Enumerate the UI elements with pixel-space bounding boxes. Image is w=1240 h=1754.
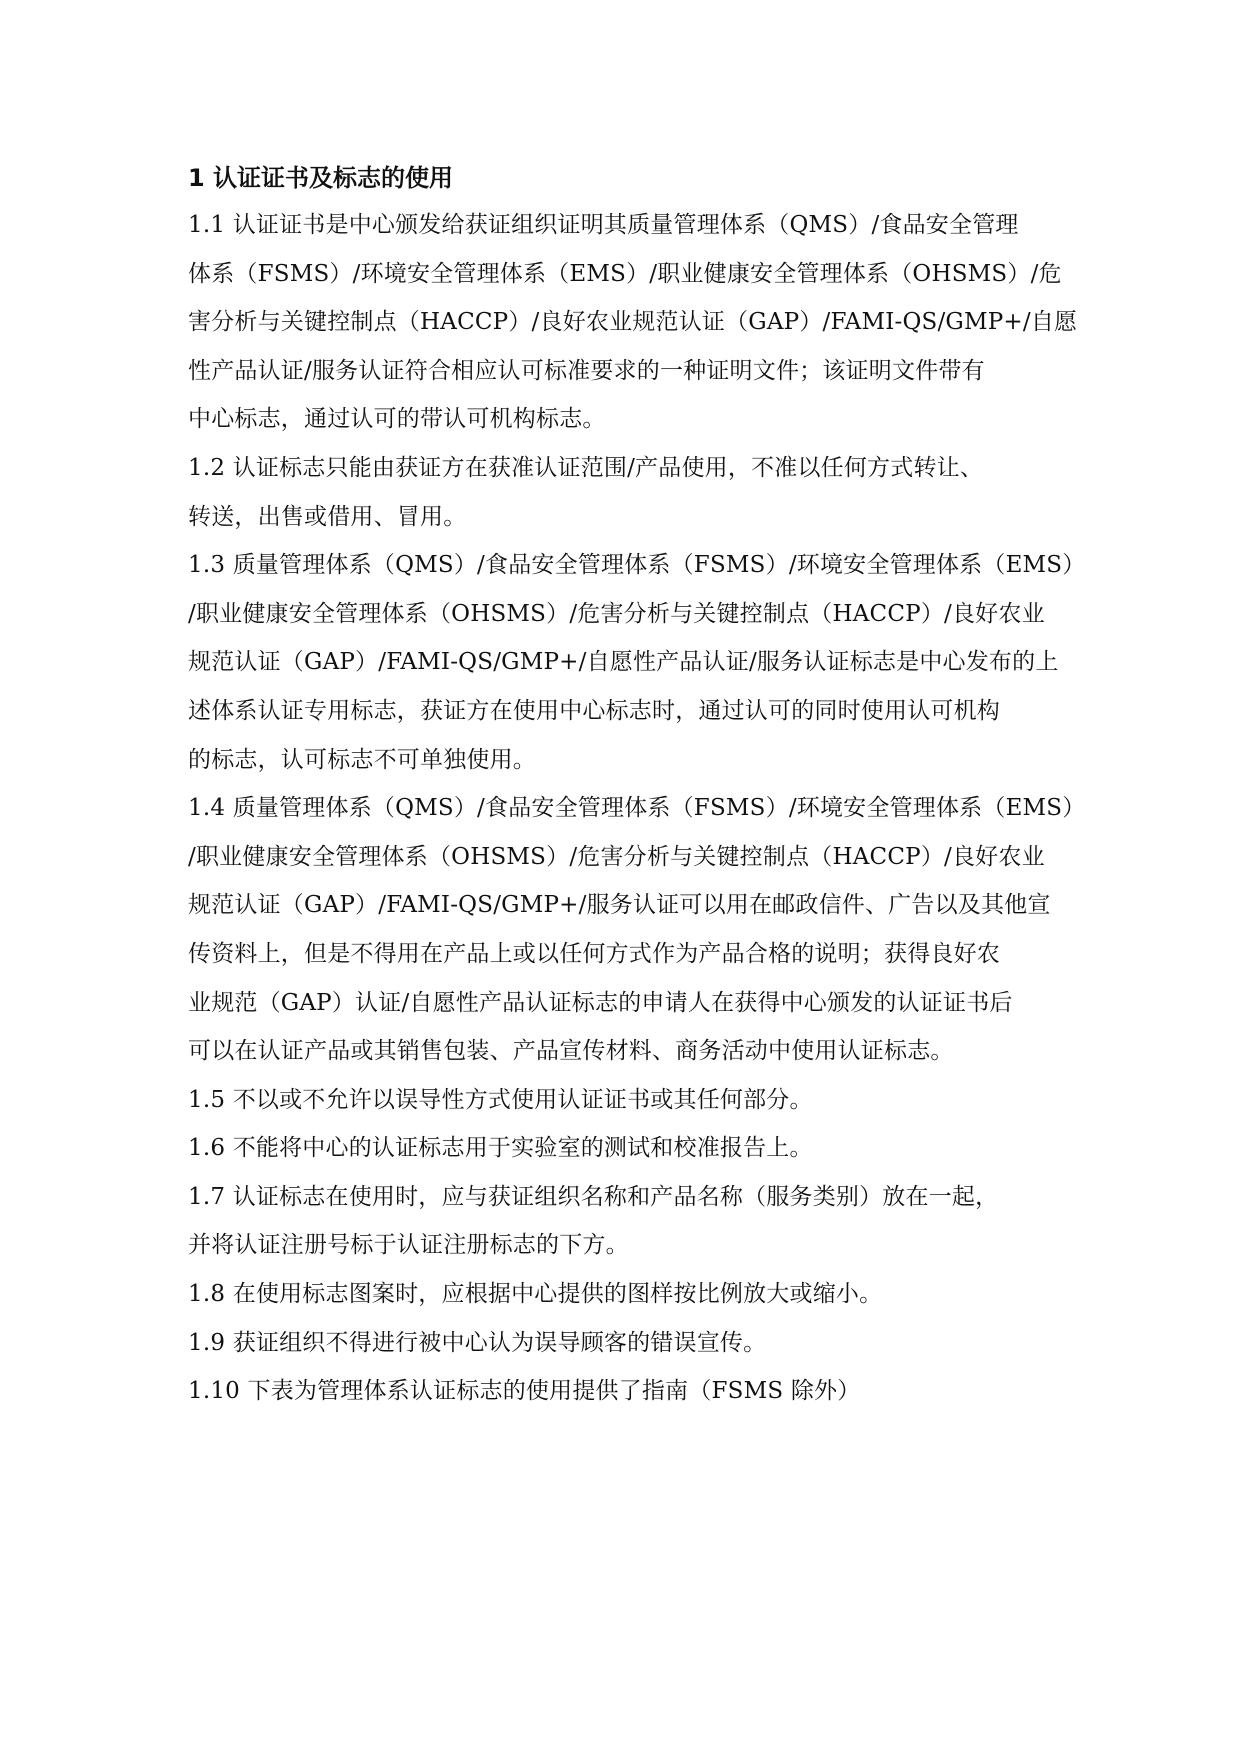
paragraph-1-1 <box>188 201 1078 444</box>
text-line: /职业健康安全管理体系（OHSMS）/危害分析与关键控制点（HACCP）/良好农业 <box>188 600 1045 627</box>
text-line: 1.4 质量管理体系（QMS）/食品安全管理体系（FSMS）/环境安全管理体系（EMS） <box>188 795 1086 822</box>
text-line: 1.3 质量管理体系（QMS）/食品安全管理体系（FSMS）/环境安全管理体系（EMS） <box>188 552 1086 579</box>
paragraph-1-4 <box>188 784 1086 1076</box>
text-line: 1.10 下表为管理体系认证标志的使用提供了指南（FSMS 除外） <box>188 1378 861 1405</box>
text-line: 传资料上，但是不得用在产品上或以任何方式作为产品合格的说明；获得良好农 <box>188 940 1000 967</box>
paragraph-1-10 <box>188 1367 1060 1416</box>
paragraph-1-6 <box>188 1124 1060 1173</box>
text-line: 1.1 认证证书是中心颁发给获证组织证明其质量管理体系（QMS）/食品安全管理 <box>188 212 1019 238</box>
text-line: 规范认证（GAP）/FAMI-QS/GMP+/服务认证可以用在邮政信件、广告以及其他宣 <box>188 892 1051 919</box>
text-line: /职业健康安全管理体系（OHSMS）/危害分析与关键控制点（HACCP）/良好农业 <box>188 843 1045 870</box>
text-line: 的标志，认可标志不可单独使用。 <box>188 746 536 773</box>
text-line: 1.9 获证组织不得进行被中心认为误导顾客的错误宣传。 <box>188 1329 767 1356</box>
paragraph-1-7 <box>188 1173 1060 1270</box>
text-line: 体系（FSMS）/环境安全管理体系（EMS）/职业健康安全管理体系（OHSMS）/危 <box>188 260 1062 287</box>
text-line: 并将认证注册号标于认证注册标志的下方。 <box>188 1232 629 1259</box>
paragraph-1-8 <box>188 1270 1060 1319</box>
paragraph-1-5 <box>188 1076 1060 1125</box>
document-body <box>188 155 1086 1416</box>
text-line: 可以在认证产品或其销售包装、产品宣传材料、商务活动中使用认证标志。 <box>188 1038 954 1065</box>
text-line: 规范认证（GAP）/FAMI-QS/GMP+/自愿性产品认证/服务认证标志是中心发布的上 <box>188 649 1059 676</box>
text-line: 中心标志，通过认可的带认可机构标志。 <box>188 406 606 433</box>
paragraph-1-9 <box>188 1319 1060 1368</box>
text-line: 转送，出售或借用、冒用。 <box>188 503 467 530</box>
text-line: 述体系认证专用标志，获证方在使用中心标志时，通过认可的同时使用认可机构 <box>188 697 1000 724</box>
text-line: 业规范（GAP）认证/自愿性产品认证标志的申请人在获得中心颁发的认证证书后 <box>188 989 1013 1016</box>
text-line: 1.7 认证标志在使用时，应与获证组织名称和产品名称（服务类别）放在一起， <box>188 1183 999 1210</box>
text-line: 1.2 认证标志只能由获证方在获准认证范围/产品使用，不准以任何方式转让、 <box>188 454 984 481</box>
text-line: 害分析与关键控制点（HACCP）/良好农业规范认证（GAP）/FAMI-QS/GMP+/自愿 <box>188 309 1078 336</box>
paragraph-1-2 <box>188 444 1060 541</box>
text-line: 1.6 不能将中心的认证标志用于实验室的测试和校准报告上。 <box>188 1135 813 1162</box>
paragraph-1-3 <box>188 541 1086 784</box>
section-heading: 1 认证证书及标志的使用 <box>188 164 454 192</box>
text-line: 1.8 在使用标志图案时，应根据中心提供的图样按比例放大或缩小。 <box>188 1281 883 1308</box>
text-line: 1.5 不以或不允许以误导性方式使用认证证书或其任何部分。 <box>188 1086 813 1113</box>
text-line: 性产品认证/服务认证符合相应认可标准要求的一种证明文件；该证明文件带有 <box>188 357 985 384</box>
